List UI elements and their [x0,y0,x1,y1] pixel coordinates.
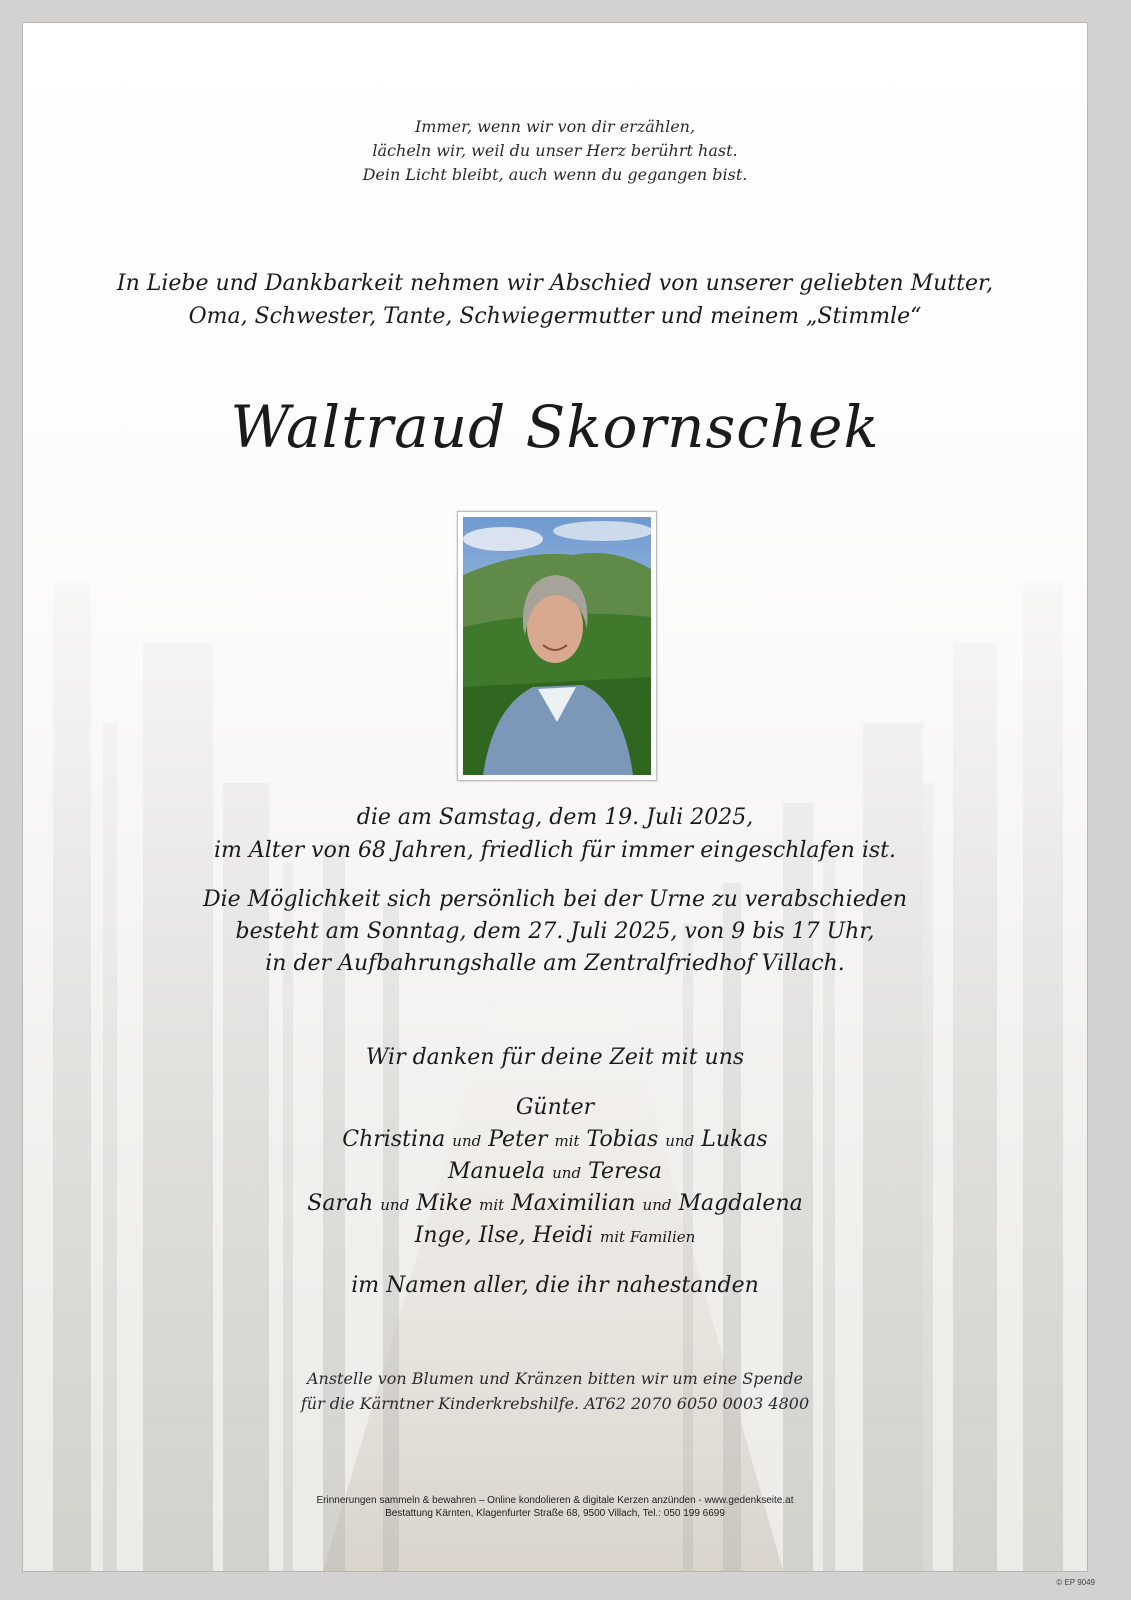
family-name: Christina [342,1127,446,1152]
motto-line-2: lächeln wir, weil du unser Herz berührt hast. [372,141,738,160]
family-name: Manuela [447,1159,546,1184]
family-connector: und [642,1196,672,1214]
portrait-photo [457,511,657,781]
family-connector: und [665,1132,695,1150]
family-name: Mike [416,1191,473,1216]
death-notice-line-2: im Alter von 68 Jahren, friedlich für immer eingeschlafen ist. [213,838,896,863]
portrait-photo-image [463,517,651,775]
footer-line-1: Erinnerungen sammeln & bewahren – Online kondolieren & digitale Kerzen anzünden - www.gedenkseite.at [316,1495,794,1506]
footer-line-2: Bestattung Kärnten, Klagenfurter Straße 68, 9500 Villach, Tel.: 050 199 6699 [385,1508,725,1519]
motto-line-1: Immer, wenn wir von dir erzählen, [414,117,696,136]
family-connector: und [552,1164,582,1182]
family-line-1: Günter [515,1095,595,1120]
family-name: Teresa [588,1159,663,1184]
family-connector: und [380,1196,410,1214]
family-line-2 [23,1127,1087,1152]
family-name: Peter [488,1127,548,1152]
family-connector: mit Familien [600,1228,696,1246]
death-notice-line-1: die am Samstag, dem 19. Juli 2025, [356,805,754,830]
deceased-name: Waltraud Skornschek [230,393,880,461]
intro-line-2: Oma, Schwester, Tante, Schwiegermutter und meinem „Stimmle“ [188,304,922,329]
print-code: © EP 9049 [1056,1578,1095,1587]
farewell-line-3: in der Aufbahrungshalle am Zentralfriedhof Villach. [265,951,845,976]
family-name: Sarah [307,1191,374,1216]
family-connector: mit [479,1196,505,1214]
farewell-line-1: Die Möglichkeit sich persönlich bei der Urne zu verabschieden [202,887,908,912]
family-name: Magdalena [678,1191,803,1216]
family-line-5 [23,1223,1087,1248]
donation-line-1: Anstelle von Blumen und Kränzen bitten wir um eine Spende [306,1369,804,1388]
thanks-line: Wir danken für deine Zeit mit uns [365,1045,745,1070]
family-connector: und [452,1132,482,1150]
donation-line-2: für die Kärntner Kinderkrebshilfe. AT62 2070 6050 0003 4800 [300,1394,810,1413]
farewell-line-2: besteht am Sonntag, dem 27. Juli 2025, von 9 bis 17 Uhr, [235,919,875,944]
family-name: Tobias [586,1127,659,1152]
family-connector: mit [554,1132,580,1150]
closing-line: im Namen aller, die ihr nahestanden [351,1273,759,1298]
family-name: Lukas [701,1127,768,1152]
obituary-sheet [22,22,1088,1572]
family-name: Maximilian [511,1191,636,1216]
motto-line-3: Dein Licht bleibt, auch wenn du gegangen bist. [362,165,748,184]
family-line-3 [23,1159,1087,1184]
intro-line-1: In Liebe und Dankbarkeit nehmen wir Abschied von unserer geliebten Mutter, [116,271,994,296]
family-name: Inge, Ilse, Heidi [414,1223,594,1248]
family-line-4 [23,1191,1087,1216]
